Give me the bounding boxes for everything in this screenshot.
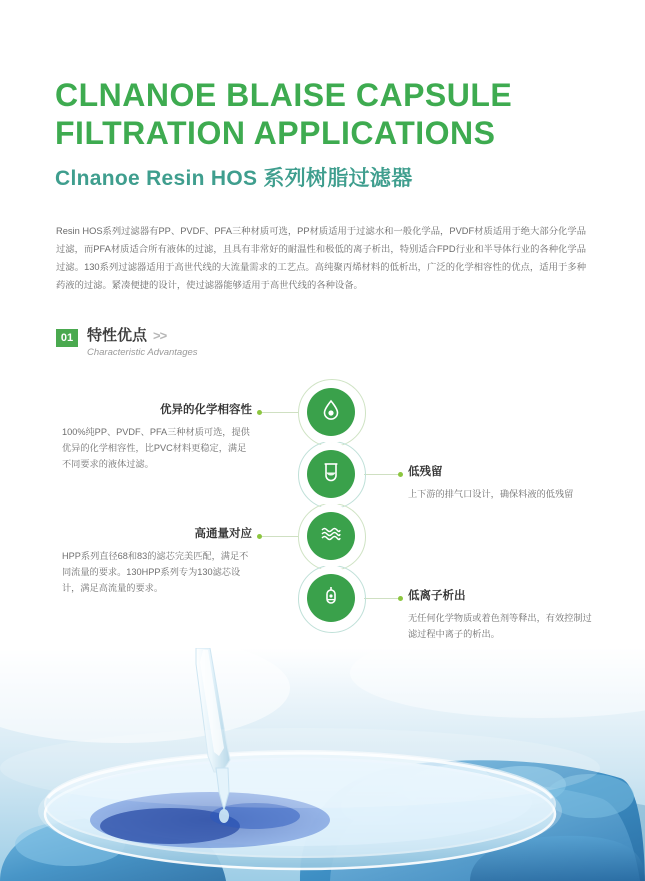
- feature-body-2: 上下游的排气口设计，确保料液的低残留: [408, 489, 574, 499]
- photo-illustration: [0, 648, 645, 881]
- title-block: [55, 76, 595, 192]
- feature-icon-circle-1: [307, 388, 355, 436]
- water-drop-icon: [319, 398, 343, 427]
- feature-icon-circle-4: [307, 574, 355, 622]
- feature-body-1: 100%纯PP、PVDF、PFA三种材质可选，提供优异的化学相容性，比PVC材料更稳定，满足不同要求的液体过滤。: [62, 427, 250, 469]
- connector-dot-1: [257, 410, 262, 415]
- intro-paragraph: Resin HOS系列过滤器有PP、PVDF、PFA三种材质可选，PP材质适用于过滤水和一般化学品，PVDF材质适用于绝大部分化学品过滤，而PFA材质适合所有液体的过滤，且具有非常好的耐温性和极低的离子析出，特别适合FPD行业和半导体行业的各种化学品过滤。130系列过滤器适用于高世代线的大流量需求的工艺点。高纯聚丙烯材料的低析出，广泛的化学相容性的优点，适用于多种药液的过滤。紧凑便捷的设计，使过滤器能够适用于高世代线的各种设备。: [56, 226, 586, 290]
- features-diagram: [0, 378, 645, 638]
- section-title-cn: 特性优点: [87, 327, 148, 344]
- connector-dot-2: [398, 472, 403, 477]
- connector-dot-3: [257, 534, 262, 539]
- feature-title-4: 低离子析出: [408, 590, 466, 602]
- feature-title-2: 低残留: [408, 466, 443, 478]
- feature-text-4: [408, 588, 598, 642]
- connector-line-1: [262, 412, 298, 413]
- feature-title-1: 优异的化学相容性: [160, 404, 252, 416]
- feature-icon-circle-2: [307, 450, 355, 498]
- laboratory-photo: [0, 648, 645, 881]
- connector-line-3: [262, 536, 298, 537]
- section-number-badge: 01: [56, 329, 78, 347]
- feature-body-3: HPP系列直径68和83的滤芯完美匹配，满足不同流量的要求。130HPP系列专为130滤芯设计，满足高流量的要求。: [62, 551, 249, 593]
- feature-text-2: [408, 464, 608, 502]
- page-title-en-line1: CLNANOE BLAISE CAPSULE: [55, 77, 513, 113]
- section-header: [56, 327, 198, 359]
- section-arrows-icon: >>: [153, 328, 167, 343]
- feature-text-3: [62, 526, 252, 596]
- waves-icon: [318, 521, 344, 552]
- connector-dot-4: [398, 596, 403, 601]
- section-title-en: Characteristic Advantages: [87, 347, 198, 358]
- filter-capsule-icon: [319, 584, 343, 613]
- connector-line-2: [364, 474, 400, 475]
- feature-title-3: 高通量对应: [194, 528, 252, 540]
- feature-icon-circle-3: [307, 512, 355, 560]
- connector-line-4: [364, 598, 400, 599]
- feature-body-4: 无任何化学物质或着色剂等释出，有效控制过滤过程中离子的析出。: [408, 613, 592, 639]
- page-title-cn: Clnanoe Resin HOS 系列树脂过滤器: [55, 167, 413, 190]
- feature-text-1: [62, 402, 252, 472]
- beaker-icon: [319, 460, 343, 489]
- page-title-en-line2: FILTRATION APPLICATIONS: [55, 115, 496, 151]
